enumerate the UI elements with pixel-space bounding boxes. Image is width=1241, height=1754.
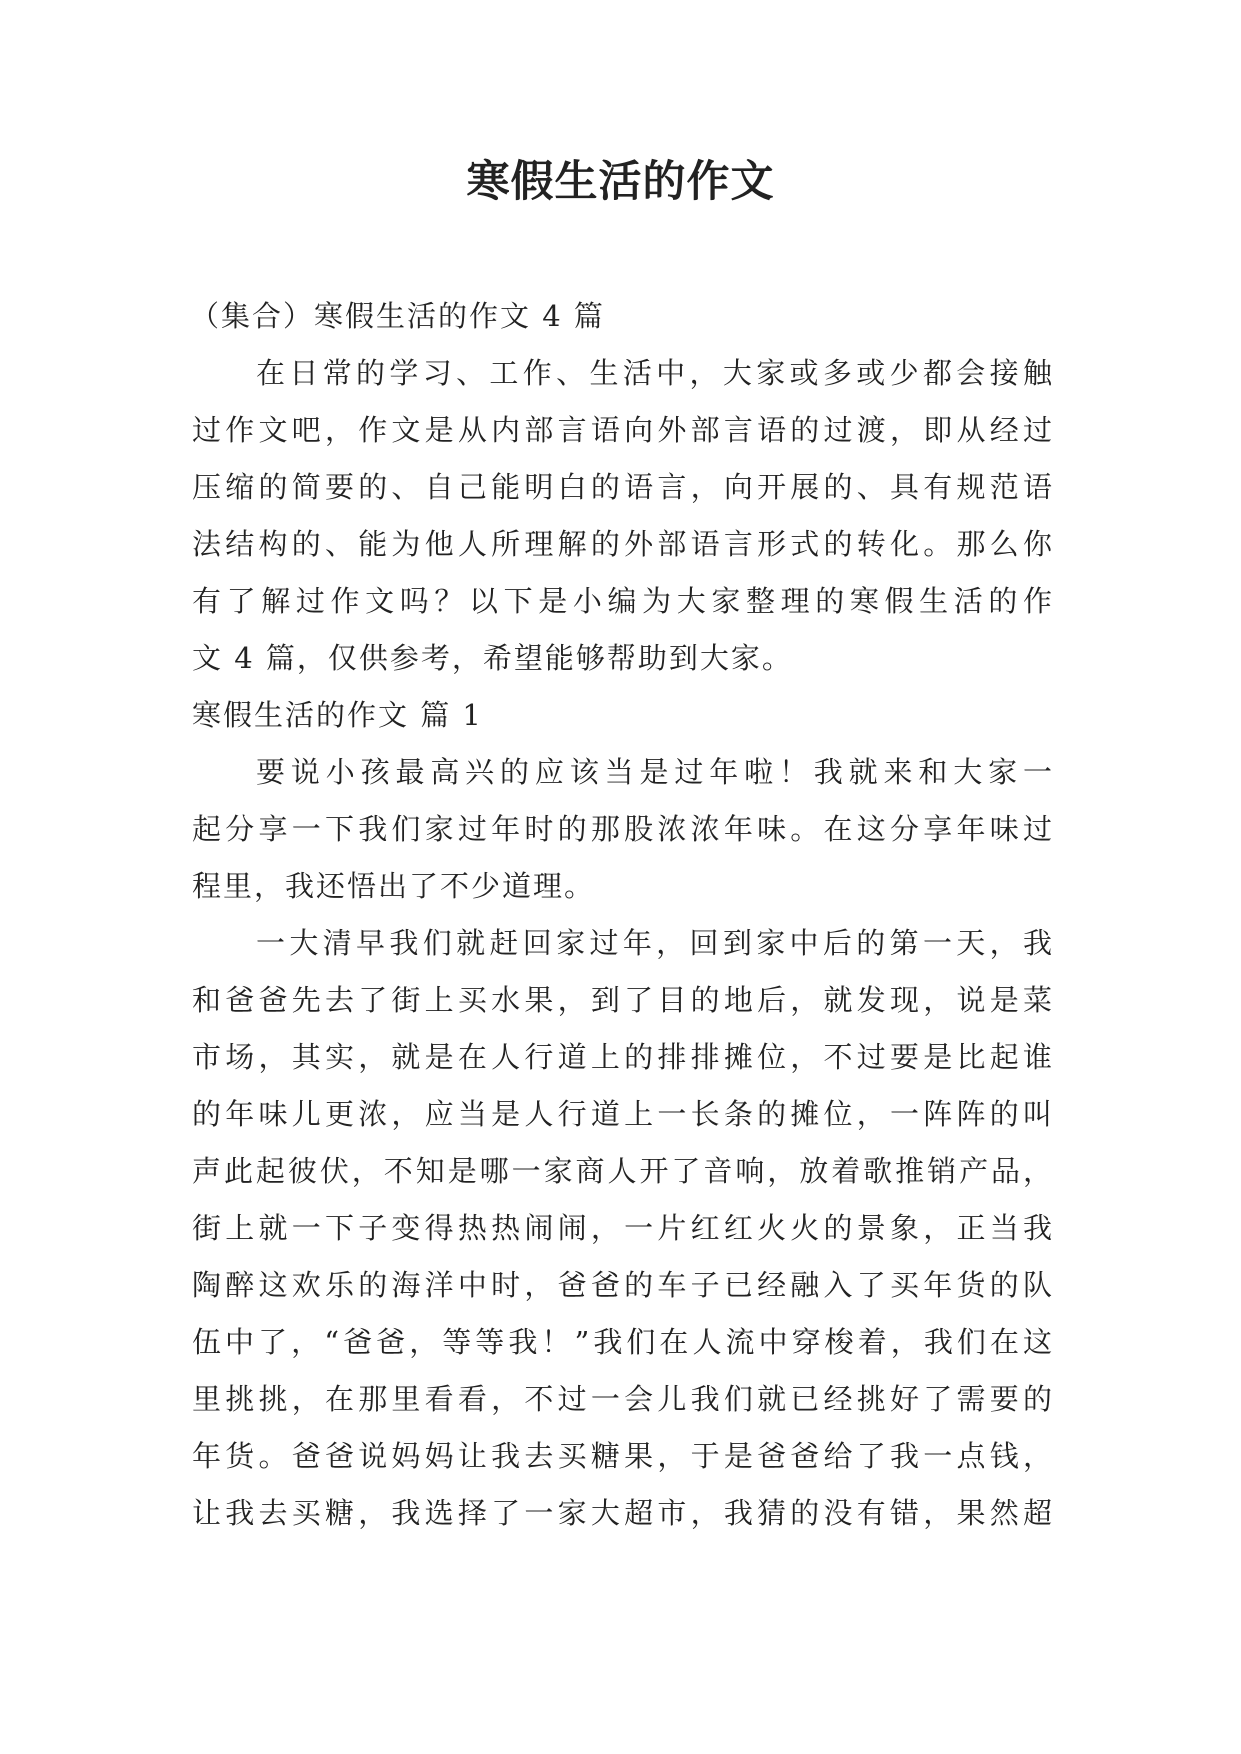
- paragraph-line: 年货。爸爸说妈妈让我去买糖果，于是爸爸给了我一点钱，: [192, 1439, 1052, 1473]
- paragraph-line: 街上就一下子变得热热闹闹，一片红红火火的景象，正当我: [192, 1211, 1052, 1245]
- essay-paragraph-1: [192, 744, 1052, 915]
- paragraph-line: 伍中了，“爸爸，等等我！”我们在人流中穿梭着，我们在这: [192, 1325, 1052, 1359]
- paragraph-line: 程里，我还悟出了不少道理。: [192, 869, 596, 903]
- paragraph-line: 起分享一下我们家过年时的那股浓浓年味。在这分享年味过: [192, 812, 1052, 846]
- intro-line: 有了解过作文吗？以下是小编为大家整理的寒假生活的作: [192, 584, 1052, 618]
- intro-line: 过作文吧，作文是从内部言语向外部言语的过渡，即从经过: [192, 413, 1052, 447]
- intro-line: 压缩的简要的、自己能明白的语言，向开展的、具有规范语: [192, 470, 1052, 504]
- intro-line: 文 4 篇，仅供参考，希望能够帮助到大家。: [192, 641, 793, 675]
- paragraph-line: 市场，其实，就是在人行道上的排排摊位，不过要是比起谁: [192, 1040, 1052, 1074]
- paragraph-line: 陶醉这欢乐的海洋中时，爸爸的车子已经融入了买年货的队: [192, 1268, 1052, 1302]
- paragraph-line: 要说小孩最高兴的应该当是过年啦！我就来和大家一: [256, 755, 1052, 789]
- paragraph-line: 声此起彼伏，不知是哪一家商人开了音响，放着歌推销产品，: [192, 1154, 1052, 1188]
- document-body: [192, 288, 1052, 1542]
- essay-paragraph-2: [192, 915, 1052, 1542]
- paragraph-line: 的年味儿更浓，应当是人行道上一长条的摊位，一阵阵的叫: [192, 1097, 1052, 1131]
- intro-paragraph: [192, 345, 1052, 687]
- paragraph-line: 一大清早我们就赶回家过年，回到家中后的第一天，我: [256, 926, 1052, 960]
- document-subtitle: （集合）寒假生活的作文 4 篇: [190, 299, 605, 333]
- intro-line: 在日常的学习、工作、生活中，大家或多或少都会接触: [256, 356, 1052, 390]
- paragraph-line: 让我去买糖，我选择了一家大超市，我猜的没有错，果然超: [192, 1496, 1052, 1530]
- paragraph-line: 和爸爸先去了街上买水果，到了目的地后，就发现，说是菜: [192, 983, 1052, 1017]
- section-heading: 寒假生活的作文 篇 1: [192, 698, 483, 732]
- page-title: 寒假生活的作文: [466, 157, 775, 207]
- paragraph-line: 里挑挑，在那里看看，不过一会儿我们就已经挑好了需要的: [192, 1382, 1052, 1416]
- intro-line: 法结构的、能为他人所理解的外部语言形式的转化。那么你: [192, 527, 1052, 561]
